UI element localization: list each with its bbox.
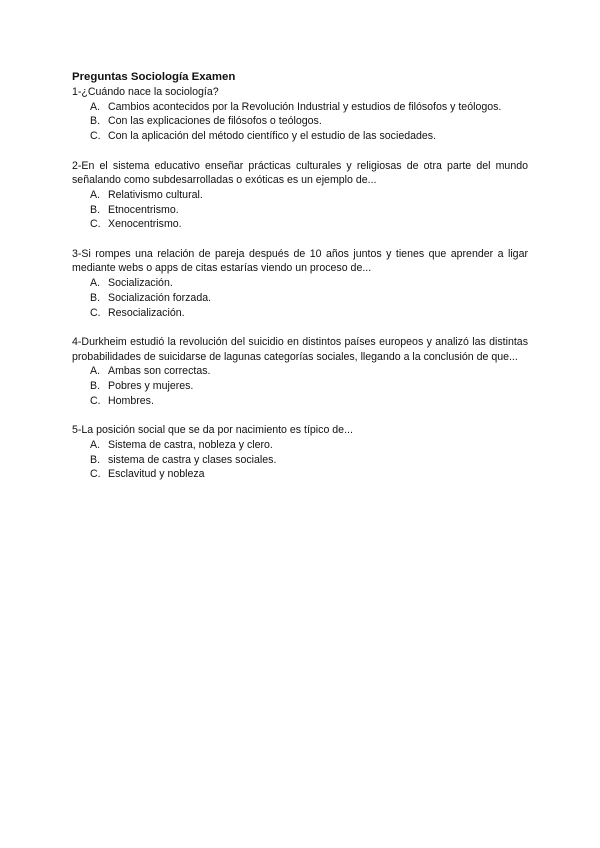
- option-letter: A.: [90, 100, 101, 113]
- option-text: Pobres y mujeres.: [108, 380, 194, 393]
- option-b: [72, 453, 528, 468]
- option-c: [72, 217, 528, 232]
- option-letter: C.: [90, 394, 101, 407]
- options-list: [72, 188, 528, 232]
- option-text: Hombres.: [108, 394, 154, 407]
- question-2: [72, 159, 528, 233]
- option-letter: B.: [90, 203, 101, 216]
- option-letter: A.: [90, 438, 101, 451]
- option-text: Socialización.: [108, 277, 173, 290]
- option-a: [72, 364, 528, 379]
- options-list: [72, 364, 528, 408]
- option-c: [72, 394, 528, 409]
- option-c: [72, 467, 528, 482]
- option-c: [72, 306, 528, 321]
- option-text: Relativismo cultural.: [108, 188, 203, 201]
- option-text: Con la aplicación del método científico y el estudio de las sociedades.: [108, 130, 437, 143]
- option-a: [72, 100, 528, 115]
- option-letter: C.: [90, 218, 101, 231]
- question-5: [72, 423, 528, 482]
- option-text: Sistema de castra, nobleza y clero.: [108, 438, 273, 451]
- option-letter: B.: [90, 380, 101, 393]
- option-letter: B.: [90, 291, 101, 304]
- option-b: [72, 379, 528, 394]
- question-text: 3-Si rompes una relación de pareja después de 10 años juntos y tienes que aprender a ligar mediante webs o apps de citas estarías viendo un proceso de...: [72, 247, 528, 275]
- option-text: Esclavitud y nobleza: [108, 468, 205, 481]
- option-letter: B.: [90, 115, 101, 128]
- option-text: Con las explicaciones de filósofos o teólogos.: [108, 115, 322, 128]
- option-a: [72, 276, 528, 291]
- option-text: Etnocentrismo.: [108, 203, 179, 216]
- option-letter: A.: [90, 188, 101, 201]
- question-text: 1-¿Cuándo nace la sociología?: [72, 86, 219, 98]
- option-c: [72, 129, 528, 144]
- option-a: [72, 188, 528, 203]
- question-4: [72, 335, 528, 409]
- option-a: [72, 438, 528, 453]
- question-text: 2-En el sistema educativo enseñar prácticas culturales y religiosas de otra parte del mundo señalando como subdesarrolladas o exóticas es un ejemplo de...: [72, 159, 528, 187]
- question-1: [72, 85, 528, 144]
- options-list: [72, 100, 528, 144]
- option-b: [72, 203, 528, 218]
- option-text: Resocialización.: [108, 306, 185, 319]
- option-letter: B.: [90, 453, 101, 466]
- question-3: [72, 247, 528, 321]
- option-text: Ambas son correctas.: [108, 365, 211, 378]
- option-letter: A.: [90, 365, 101, 378]
- option-b: [72, 291, 528, 306]
- option-text: sistema de castra y clases sociales.: [108, 453, 277, 466]
- option-text: Socialización forzada.: [108, 291, 212, 304]
- document-title: Preguntas Sociología Examen: [72, 71, 236, 83]
- question-text: 4-Durkheim estudió la revolución del suicidio en distintos países europeos y analizó las distintas probabilidades de suicidarse de lagunas categorías sociales, llegando a la conclusión de que...: [72, 335, 528, 363]
- option-b: [72, 114, 528, 129]
- question-text: 5-La posición social que se da por nacimiento es típico de...: [72, 424, 353, 437]
- document-page: [72, 70, 528, 497]
- option-text: Cambios acontecidos por la Revolución Industrial y estudios de filósofos y teólogos.: [108, 100, 502, 113]
- option-letter: C.: [90, 306, 101, 319]
- options-list: [72, 276, 528, 320]
- option-letter: A.: [90, 277, 101, 290]
- option-letter: C.: [90, 130, 101, 143]
- options-list: [72, 438, 528, 482]
- option-letter: C.: [90, 468, 101, 481]
- option-text: Xenocentrismo.: [108, 218, 182, 231]
